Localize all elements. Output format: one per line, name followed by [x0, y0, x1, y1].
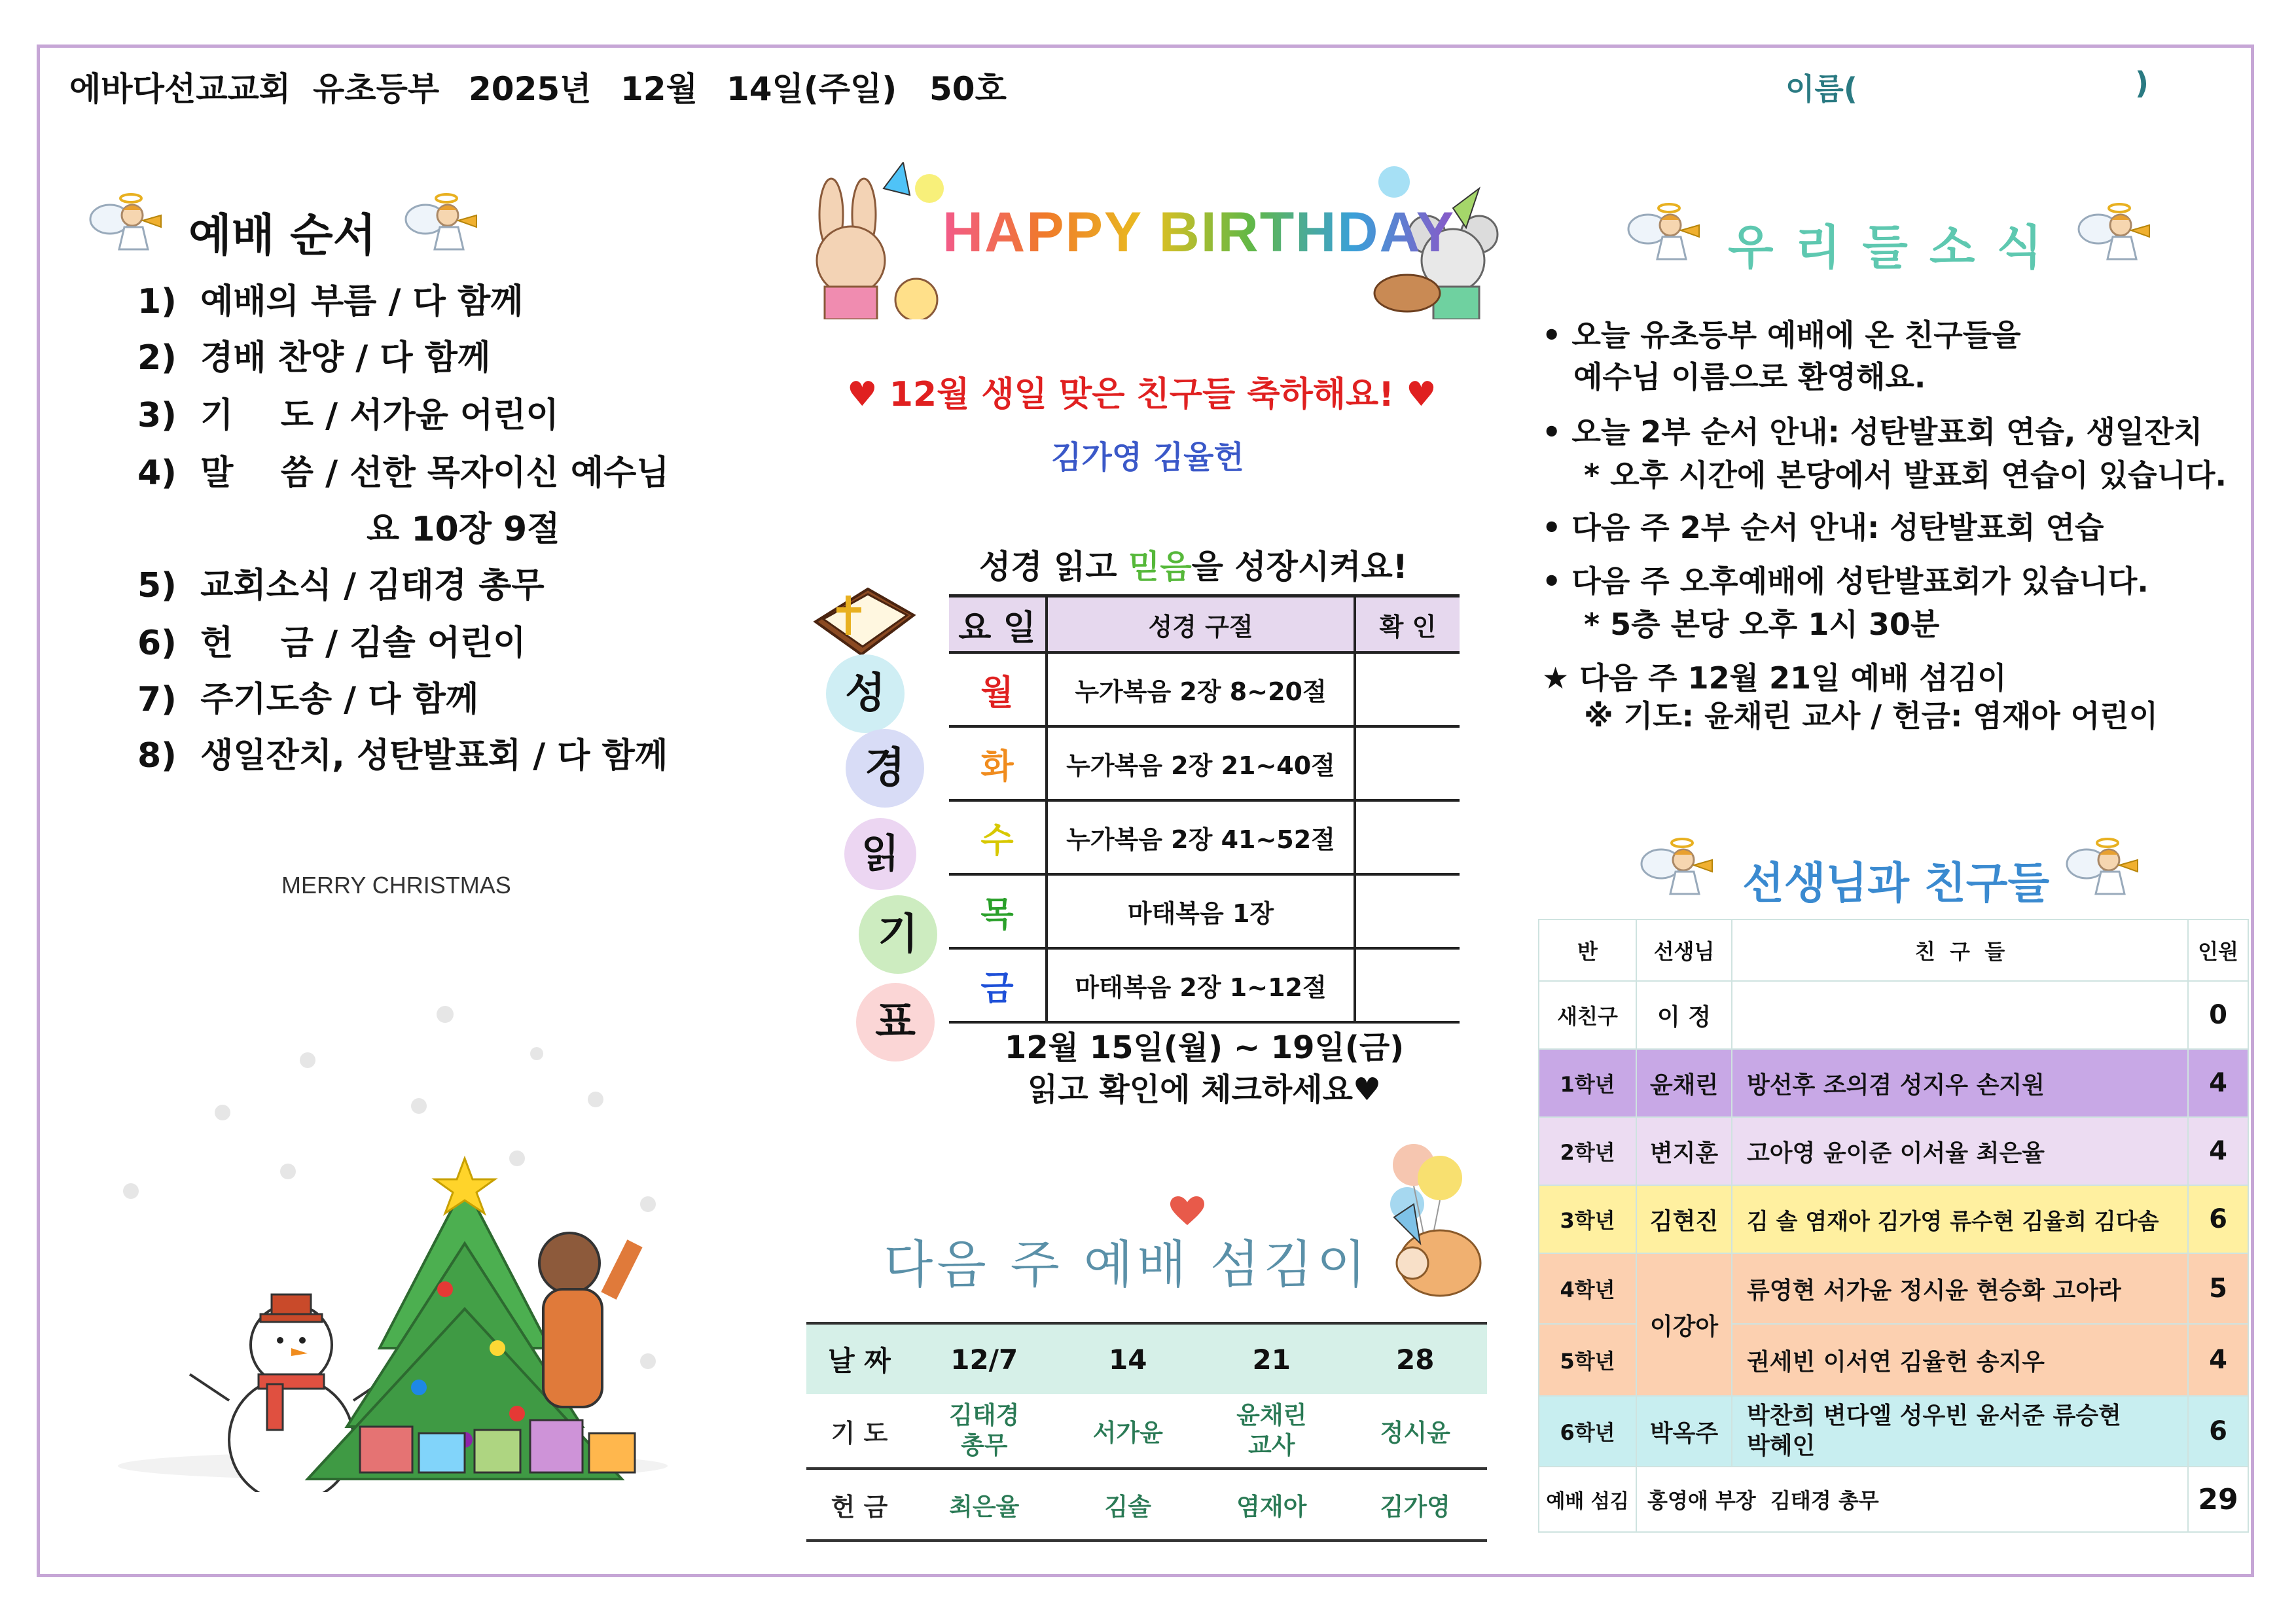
passage-cell: 마태복음 2장 1~12절: [1047, 948, 1355, 1022]
bible-reading-instruction: 읽고 확인에 체크하세요♥: [1027, 1071, 1382, 1108]
class-cell: 6학년: [1539, 1396, 1636, 1467]
passage-cell: 누가복음 2장 8~20절: [1047, 652, 1355, 726]
row-label: 헌 금: [806, 1469, 912, 1541]
table-header-row: [806, 1323, 1487, 1394]
bible-reading-table: [949, 594, 1460, 1024]
news-item: • 오늘 유초등부 예배에 온 친구들을: [1542, 317, 2021, 353]
serving-table: [806, 1322, 1487, 1542]
passage-cell: 누가복음 2장 21~40절: [1047, 726, 1355, 800]
class-cell: 5학년: [1539, 1324, 1636, 1396]
bible-title-highlight: 믿음: [1128, 548, 1192, 586]
angel-icon: [1636, 831, 1715, 903]
angel-icon: [2073, 196, 2152, 268]
christmas-tree-snowman-illustration: [111, 982, 674, 1492]
serving-cell: 윤채린 교사: [1200, 1394, 1344, 1469]
bible-book-icon: [809, 576, 920, 668]
merry-christmas: MERRY CHRISTMAS: [281, 872, 511, 899]
column-header: 인원: [2188, 919, 2248, 981]
news-item: 예수님 이름으로 환영해요.: [1542, 359, 1926, 395]
header-church: 에바다선교교회: [69, 70, 291, 108]
class-cell: 새친구: [1539, 981, 1636, 1049]
column-header: 반: [1539, 919, 1636, 981]
class-cell: 2학년: [1539, 1117, 1636, 1185]
serving-cell: 최은율: [912, 1469, 1056, 1541]
table-header-row: [1539, 919, 2248, 981]
vertical-char-bubble: 읽: [844, 818, 916, 890]
happy-birthday-title: [942, 200, 1455, 265]
check-cell[interactable]: [1355, 874, 1460, 948]
bible-reading-dates: 12월 15일(월) ~ 19일(금): [1004, 1029, 1405, 1066]
count-cell: 5: [2188, 1253, 2248, 1324]
check-cell[interactable]: [1355, 726, 1460, 800]
worship-item: 6) 헌 금 / 김솔 어린이: [137, 624, 526, 663]
weekday-cell: 월: [949, 652, 1047, 726]
angel-icon: [85, 187, 164, 259]
serving-cell: 김솔: [1056, 1469, 1200, 1541]
worship-item: 5) 교회소식 / 김태경 총무: [137, 566, 545, 605]
table-row: [949, 800, 1460, 874]
friends-cell: 권세빈 이서연 김율헌 송지우: [1732, 1324, 2188, 1396]
table-row: [949, 948, 1460, 1022]
count-cell: 6: [2188, 1185, 2248, 1253]
class-cell: 3학년: [1539, 1185, 1636, 1253]
teacher-cell: 변지훈: [1636, 1117, 1732, 1185]
angel-icon: [401, 187, 479, 259]
column-header: 요 일: [949, 596, 1047, 653]
column-header: 성경 구절: [1047, 596, 1355, 653]
bible-title-post: 을 성장시켜요!: [1191, 548, 1408, 586]
weekday-cell: 화: [949, 726, 1047, 800]
header-dept: 유초등부: [313, 70, 440, 108]
teacher-cell: 윤채린: [1636, 1049, 1732, 1117]
table-row: [949, 874, 1460, 948]
vertical-char-bubble: 기: [859, 895, 937, 974]
news-title: 우 리 들 소 식: [1728, 220, 2045, 275]
table-footer-row: [1539, 1467, 2248, 1532]
table-row: [949, 652, 1460, 726]
table-row: [949, 726, 1460, 800]
bible-reading-title: [979, 541, 1408, 588]
friends-title: 선생님과 친구들: [1742, 858, 2050, 908]
news-item: • 오늘 2부 순서 안내: 성탄발표회 연습, 생일잔치: [1542, 414, 2203, 450]
serving-title: 다음 주 예배 섬김이: [884, 1236, 1371, 1294]
check-cell[interactable]: [1355, 652, 1460, 726]
angel-icon: [1623, 196, 1702, 268]
vertical-char-bubble: 경: [846, 729, 924, 808]
worship-item: 7) 주기도송 / 다 함께: [137, 680, 479, 719]
news-item: * 오후 시간에 본당에서 발표회 연습이 있습니다.: [1542, 457, 2227, 493]
serving-cell: 김가영: [1344, 1469, 1488, 1541]
news-item: * 5층 본당 오후 1시 30분: [1542, 607, 1940, 642]
column-header: 선생님: [1636, 919, 1732, 981]
table-row: [1539, 1117, 2248, 1185]
weekday-cell: 수: [949, 800, 1047, 874]
column-header: 날 짜: [806, 1323, 912, 1394]
serving-cell: 정시윤: [1344, 1394, 1488, 1469]
passage-cell: 누가복음 2장 41~52절: [1047, 800, 1355, 874]
check-cell[interactable]: [1355, 800, 1460, 874]
name-close: ): [2135, 65, 2149, 101]
column-header: 14: [1056, 1323, 1200, 1394]
passage-cell: 마태복음 1장: [1047, 874, 1355, 948]
heart-icon: [1169, 1195, 1206, 1228]
table-row: [806, 1469, 1487, 1541]
row-label: 기 도: [806, 1394, 912, 1469]
teacher-cell: 김현진: [1636, 1185, 1732, 1253]
header-year: 2025년: [469, 70, 592, 108]
worship-item: 8) 생일잔치, 성탄발표회 / 다 함께: [137, 736, 668, 776]
teacher-cell: 이강아: [1636, 1253, 1732, 1396]
birthday-names: 김가영 김율헌: [1051, 439, 1244, 476]
table-row: [1539, 981, 2248, 1049]
table-row: [1539, 1253, 2248, 1324]
serving-cell: 서가윤: [1056, 1394, 1200, 1469]
count-cell: 6: [2188, 1396, 2248, 1467]
column-header: 21: [1200, 1323, 1344, 1394]
hedgehog-balloons-illustration: [1374, 1139, 1486, 1302]
weekday-cell: 금: [949, 948, 1047, 1022]
table-row: [1539, 1396, 2248, 1467]
class-cell: 1학년: [1539, 1049, 1636, 1117]
class-roster-table: [1538, 919, 2249, 1533]
header-issue: 50호: [929, 70, 1007, 108]
weekday-cell: 목: [949, 874, 1047, 948]
serving-cell: 염재아: [1200, 1469, 1344, 1541]
count-cell: 4: [2188, 1117, 2248, 1185]
worship-item: 3) 기 도 / 서가윤 어린이: [137, 396, 559, 435]
angel-icon: [2062, 831, 2140, 903]
serving-cell: 김태경 총무: [912, 1394, 1056, 1469]
friends-cell: 김 솔 염재아 김가영 류수현 김율희 김다솜: [1732, 1185, 2188, 1253]
class-cell: 4학년: [1539, 1253, 1636, 1324]
table-row: [1539, 1185, 2248, 1253]
footer-names: 홍영애 부장 김태경 총무: [1636, 1467, 2188, 1532]
friends-cell: 류영현 서가윤 정시윤 현승화 고아라: [1732, 1253, 2188, 1324]
column-header: 친 구 들: [1732, 919, 2188, 981]
bible-title-pre: 성경 읽고: [979, 548, 1129, 586]
worship-item: 1) 예배의 부름 / 다 함께: [137, 282, 524, 321]
worship-item: 4) 말 씀 / 선한 목자이신 예수님: [137, 454, 670, 493]
count-cell: 4: [2188, 1324, 2248, 1396]
worship-item-scripture: 요 10장 9절: [367, 510, 560, 549]
total-count: 29: [2188, 1467, 2248, 1532]
friends-cell: 방선후 조의겸 성지우 손지원: [1732, 1049, 2188, 1117]
table-row: [806, 1394, 1487, 1469]
column-header: 12/7: [912, 1323, 1056, 1394]
header-date: 14일(주일): [726, 70, 897, 108]
news-item: • 다음 주 2부 순서 안내: 성탄발표회 연습: [1542, 510, 2104, 545]
news-item: ※ 기도: 윤채린 교사 / 헌금: 염재아 어린이: [1542, 698, 2159, 734]
column-header: 28: [1344, 1323, 1488, 1394]
count-cell: 4: [2188, 1049, 2248, 1117]
birthday-message: ♥ 12월 생일 맞은 친구들 축하해요! ♥: [847, 375, 1437, 414]
header-month: 12월: [620, 70, 698, 108]
news-item: ★ 다음 주 12월 21일 예배 섬김이: [1542, 660, 2007, 696]
teacher-cell: 박옥주: [1636, 1396, 1732, 1467]
news-item: • 다음 주 오후예배에 성탄발표회가 있습니다.: [1542, 563, 2149, 599]
vertical-char-bubble: 표: [856, 983, 935, 1061]
name-label: 이름(: [1785, 71, 1857, 107]
friends-cell: [1732, 981, 2188, 1049]
worship-item: 2) 경배 찬양 / 다 함께: [137, 338, 491, 378]
worship-order-title: 예배 순서: [188, 210, 376, 262]
friends-cell: 고아영 윤이준 이서율 최은율: [1732, 1117, 2188, 1185]
friends-cell: 박찬희 변다엘 성우빈 윤서준 류승현 박혜인: [1732, 1396, 2188, 1467]
vertical-char-bubble: 성: [826, 654, 905, 733]
footer-label: 예배 섬김: [1539, 1467, 1636, 1532]
happy-birthday-text: HAPPY BIRTHDAY: [942, 201, 1456, 264]
table-row: [1539, 1049, 2248, 1117]
count-cell: 0: [2188, 981, 2248, 1049]
teacher-cell: 이 정: [1636, 981, 1732, 1049]
check-cell[interactable]: [1355, 948, 1460, 1022]
column-header: 확 인: [1355, 596, 1460, 653]
table-header-row: [949, 596, 1460, 653]
